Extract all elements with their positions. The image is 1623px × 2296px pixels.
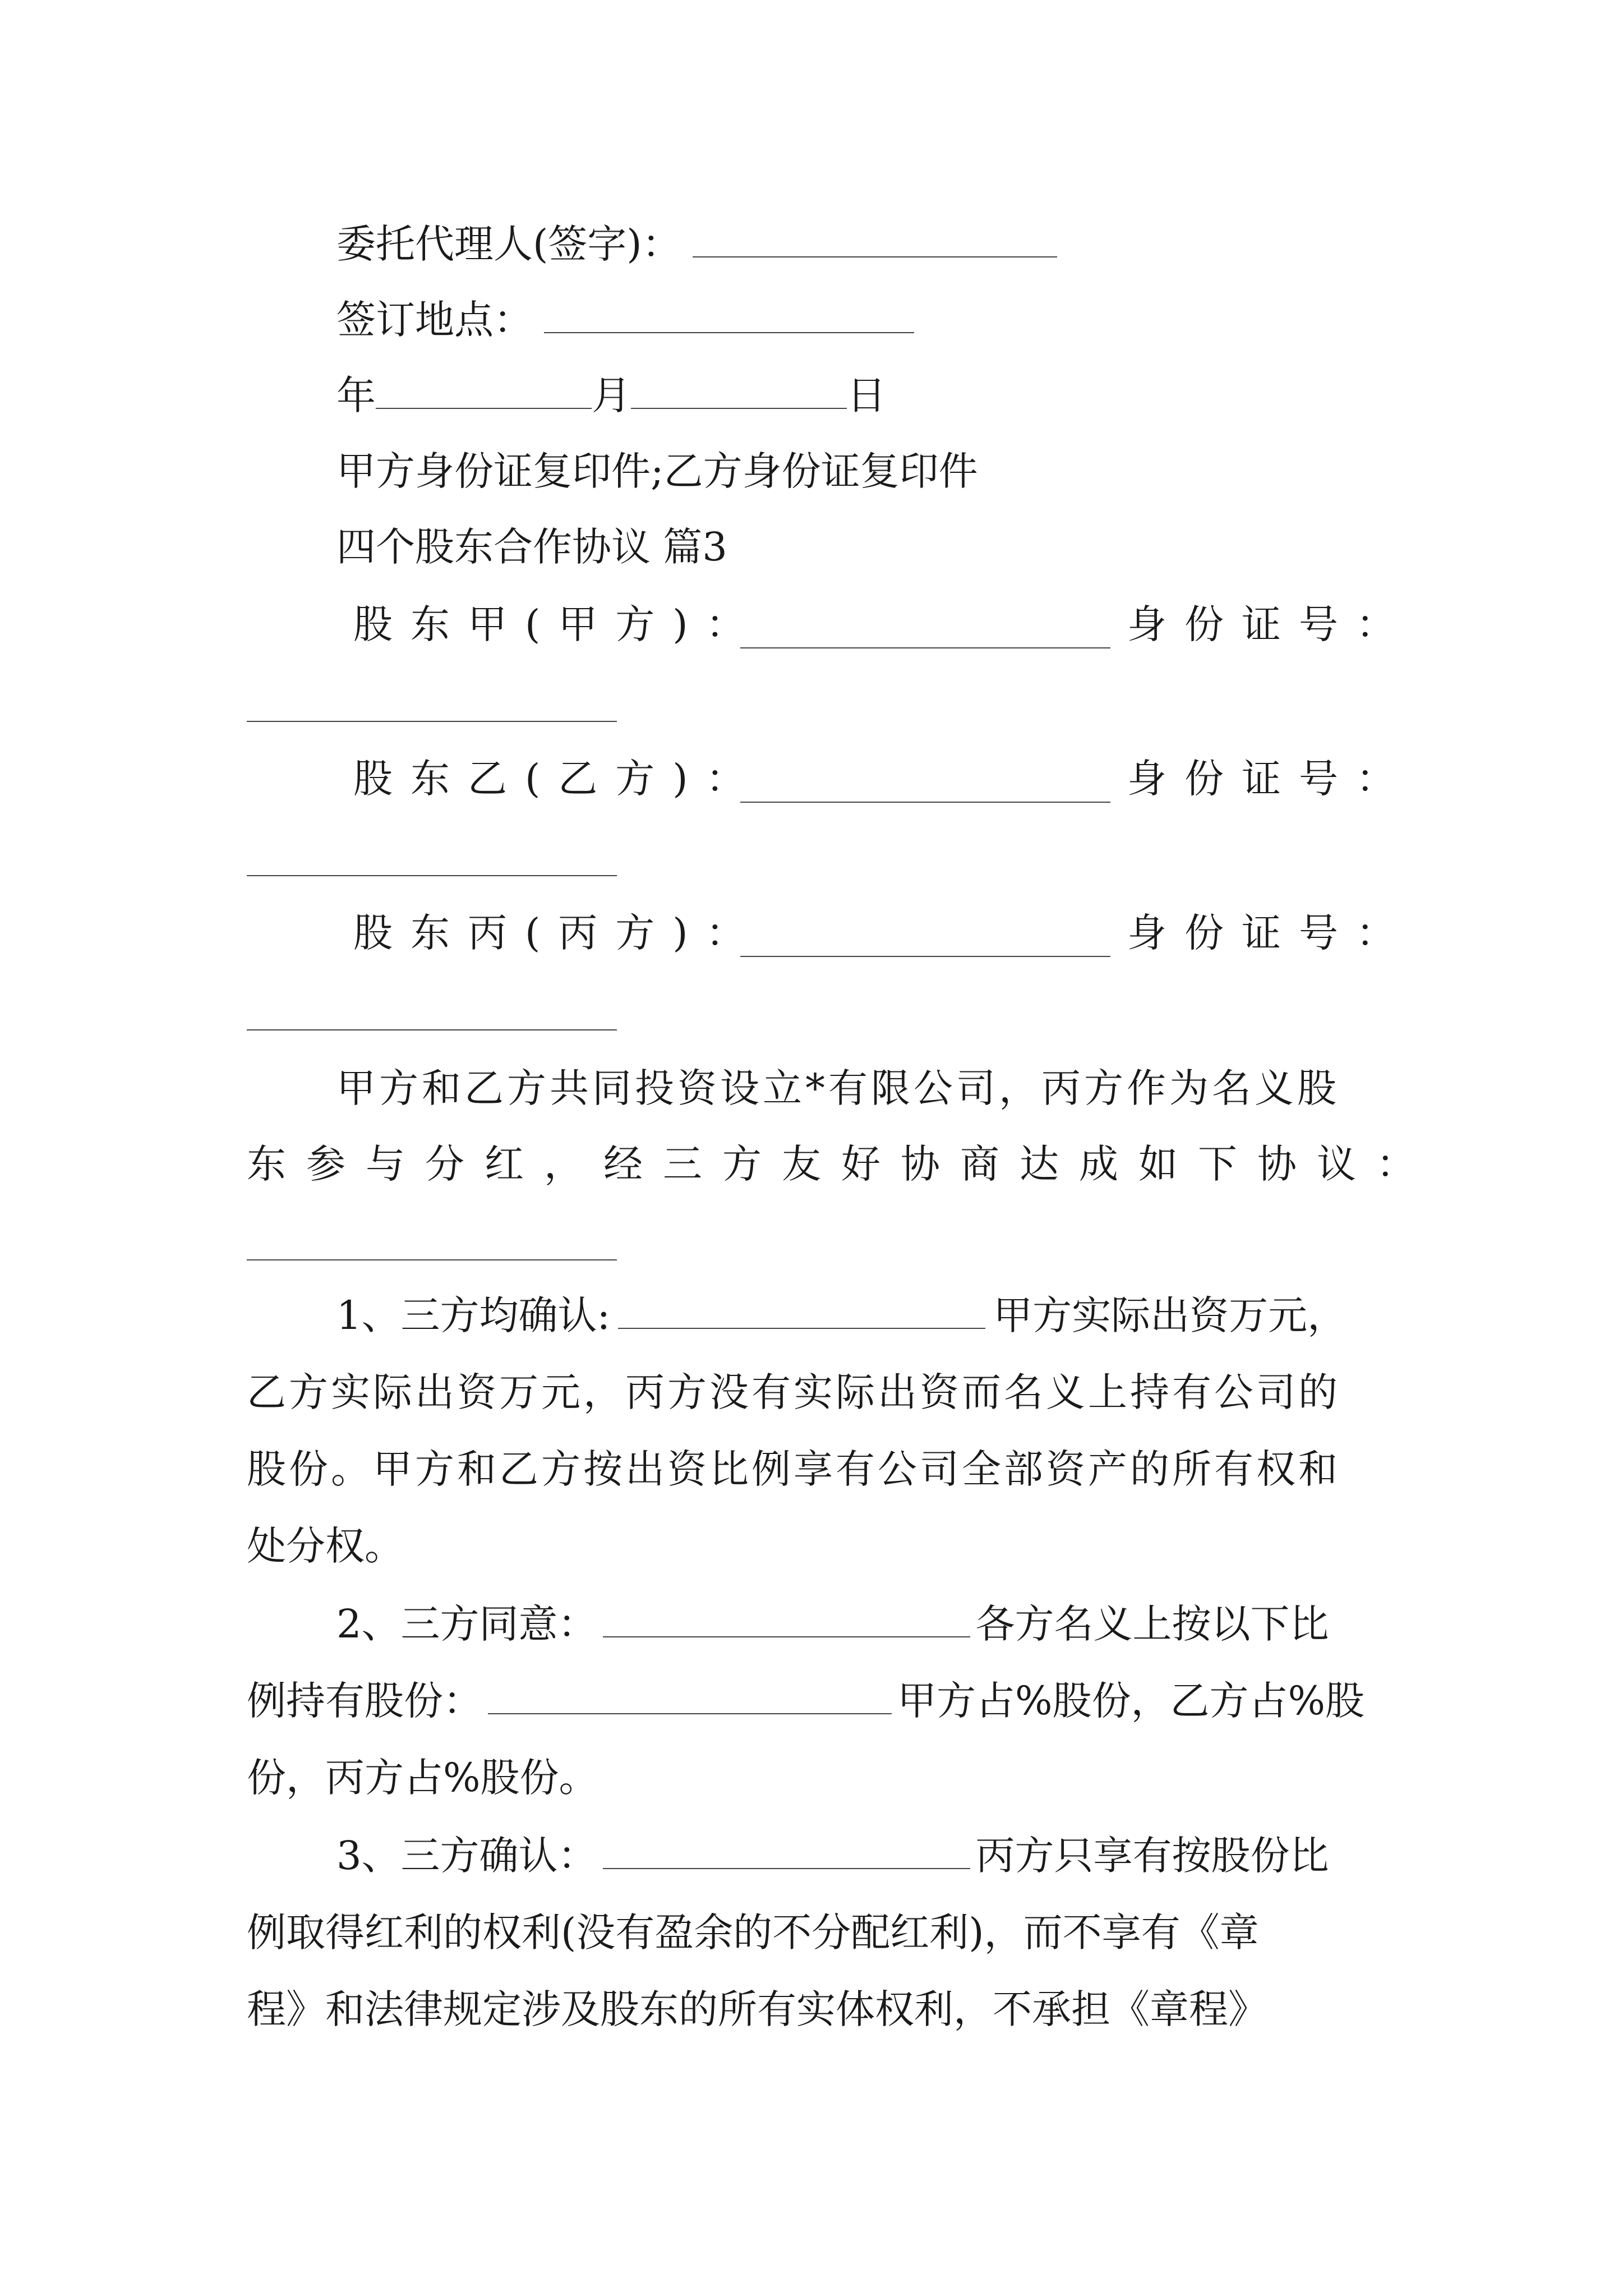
month-label: 月: [592, 372, 631, 418]
intro-blank[interactable]: [247, 1259, 617, 1260]
sign-place-label: 签订地点：: [336, 297, 533, 343]
shareholder-b-id-label: 身份证号：: [1127, 756, 1413, 802]
clause-3-line-1: [336, 1830, 1329, 1881]
clause-2-blank-b[interactable]: [488, 1677, 892, 1714]
shareholder-b-blank[interactable]: [740, 766, 1110, 803]
clause-1-text-a: 甲方实际出资万元，: [993, 1292, 1347, 1338]
clause-1-line-2: 乙方实际出资万元，丙方没有实际出资而名义上持有公司的: [247, 1369, 1340, 1415]
shareholder-c-label: 股东丙(丙方)：: [353, 910, 763, 956]
clause-2-line-3: 份，丙方占%股份。: [247, 1755, 598, 1801]
agent-signature-line: [336, 219, 1057, 269]
clause-2-label: 2、三方同意：: [336, 1601, 597, 1647]
clause-1-line-3: 股份。甲方和乙方按出资比例享有公司全部资产的所有权和: [247, 1446, 1340, 1492]
agent-signature-label: 委托代理人(签字)：: [336, 221, 681, 267]
intro-line-1: 甲方和乙方共同投资设立*有限公司，丙方作为名义股: [336, 1065, 1340, 1111]
id-copies-line: 甲方身份证复印件;乙方身份证复印件: [336, 448, 978, 494]
shareholder-c-id-label: 身份证号：: [1127, 910, 1413, 956]
clause-2-blank-a[interactable]: [603, 1600, 970, 1637]
shareholder-a-id-label: 身份证号：: [1127, 601, 1413, 647]
year-blank[interactable]: [376, 372, 592, 409]
shareholder-a-label: 股东甲(甲方)：: [353, 601, 763, 647]
month-blank[interactable]: [631, 372, 847, 409]
clause-3-line-3: 程》和法律规定涉及股东的所有实体权利，不承担《章程》: [247, 1986, 1267, 2032]
clause-3-line-2: 例取得红利的权利(没有盈余的不分配红利)，而不享有《章: [247, 1910, 1259, 1955]
agent-signature-blank[interactable]: [693, 220, 1057, 257]
shareholder-a-id-blank[interactable]: [247, 721, 617, 722]
clause-1-line-4: 处分权。: [247, 1523, 404, 1569]
clause-3-label: 3、三方确认：: [336, 1833, 597, 1879]
clause-2-line-2: [247, 1676, 1364, 1726]
shareholder-a-line: [353, 599, 763, 650]
day-label: 日: [847, 372, 886, 418]
shareholder-c-blank[interactable]: [740, 920, 1110, 957]
clause-1-blank[interactable]: [618, 1292, 985, 1329]
date-line: [336, 370, 886, 421]
clause-3-blank[interactable]: [603, 1832, 970, 1869]
clause-2-text-a: 各方名义上按以下比: [975, 1601, 1329, 1647]
clause-2-label-b: 例持有股份：: [247, 1678, 482, 1724]
sign-place-blank[interactable]: [544, 296, 914, 333]
clause-1-line-1: [336, 1290, 1347, 1341]
clause-1-label: 1、三方均确认:: [336, 1292, 611, 1338]
shareholder-c-id-blank[interactable]: [247, 1029, 617, 1030]
shareholder-c-line: [353, 908, 763, 958]
clause-2-line-1: [336, 1599, 1329, 1649]
section-title: 四个股东合作协议 篇3: [336, 524, 727, 570]
shareholder-b-line: [353, 753, 763, 804]
sign-place-line: [336, 295, 914, 345]
intro-line-2: 东参与分红，经三方友好协商达成如下协议：: [247, 1141, 1436, 1187]
clause-2-text-b: 甲方占%股份，乙方占%股: [897, 1678, 1365, 1724]
shareholder-b-label: 股东乙(乙方)：: [353, 756, 763, 802]
shareholder-b-id-blank[interactable]: [247, 875, 617, 876]
year-label: 年: [336, 372, 376, 418]
clause-3-text-a: 丙方只享有按股份比: [975, 1833, 1329, 1879]
shareholder-a-blank[interactable]: [740, 611, 1110, 648]
